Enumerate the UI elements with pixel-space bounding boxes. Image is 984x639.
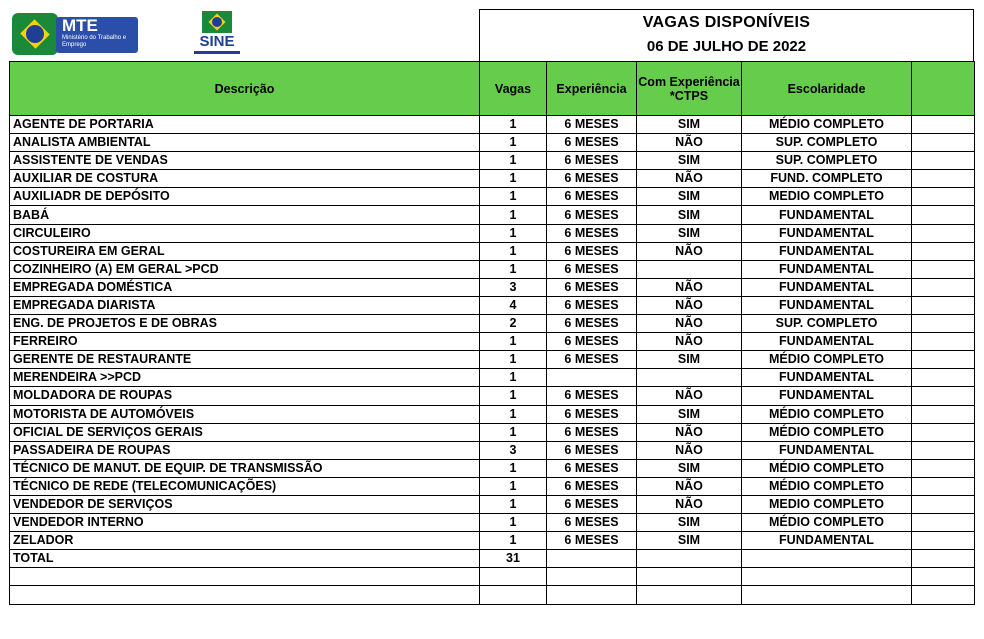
table-row [10, 441, 975, 459]
table-row [10, 369, 975, 387]
page-title: VAGAS DISPONÍVEIS [642, 14, 811, 31]
cell-descricao: ANALISTA AMBIENTAL [10, 134, 480, 152]
cell-escolaridade: MÉDIO COMPLETO [742, 351, 912, 369]
cell-vagas: 1 [480, 188, 547, 206]
cell-empty [912, 568, 975, 586]
cell-blank [912, 278, 975, 296]
cell-experiencia: 6 MESES [547, 315, 637, 333]
table-row [10, 152, 975, 170]
cell-descricao: BABÁ [10, 206, 480, 224]
cell-vagas: 1 [480, 514, 547, 532]
cell-escolaridade: FUNDAMENTAL [742, 441, 912, 459]
cell-vagas: 1 [480, 477, 547, 495]
table-row [10, 134, 975, 152]
cell-descricao: TÉCNICO DE REDE (TELECOMUNICAÇÕES) [10, 477, 480, 495]
cell-vagas: 1 [480, 260, 547, 278]
logos-area [9, 9, 479, 61]
cell-experiencia: 6 MESES [547, 242, 637, 260]
cell-escolaridade: FUND. COMPLETO [742, 170, 912, 188]
cell-blank [912, 423, 975, 441]
col-header-experiencia: Experiência [547, 62, 637, 116]
cell-empty [742, 586, 912, 604]
cell-ctps: SIM [637, 351, 742, 369]
title-box [479, 9, 974, 61]
cell-ctps: SIM [637, 152, 742, 170]
cell-ctps [637, 369, 742, 387]
cell-escolaridade: MÉDIO COMPLETO [742, 423, 912, 441]
cell-vagas: 1 [480, 170, 547, 188]
cell-descricao: MOLDADORA DE ROUPAS [10, 387, 480, 405]
cell-blank [912, 260, 975, 278]
cell-escolaridade: FUNDAMENTAL [742, 260, 912, 278]
cell-empty [637, 550, 742, 568]
cell-ctps: NÃO [637, 296, 742, 314]
cell-blank [912, 315, 975, 333]
cell-empty [742, 568, 912, 586]
cell-empty [547, 586, 637, 604]
cell-blank [912, 134, 975, 152]
cell-vagas: 4 [480, 296, 547, 314]
job-listing-sheet [9, 9, 974, 566]
cell-descricao: VENDEDOR INTERNO [10, 514, 480, 532]
cell-blank [912, 514, 975, 532]
cell-blank [912, 242, 975, 260]
cell-descricao: EMPREGADA DIARISTA [10, 296, 480, 314]
cell-escolaridade: MÉDIO COMPLETO [742, 405, 912, 423]
cell-experiencia: 6 MESES [547, 514, 637, 532]
cell-experiencia: 6 MESES [547, 278, 637, 296]
cell-experiencia: 6 MESES [547, 224, 637, 242]
cell-descricao: CIRCULEIRO [10, 224, 480, 242]
cell-escolaridade: MÉDIO COMPLETO [742, 514, 912, 532]
cell-descricao: COSTUREIRA EM GERAL [10, 242, 480, 260]
vacancies-table [9, 61, 975, 605]
total-row [10, 550, 975, 568]
cell-empty [547, 550, 637, 568]
cell-experiencia: 6 MESES [547, 260, 637, 278]
cell-blank [912, 188, 975, 206]
cell-empty [480, 568, 547, 586]
cell-blank [912, 532, 975, 550]
cell-vagas: 1 [480, 423, 547, 441]
cell-experiencia: 6 MESES [547, 351, 637, 369]
table-row [10, 315, 975, 333]
cell-vagas: 1 [480, 116, 547, 134]
sheet-header [9, 9, 974, 61]
cell-descricao: TÉCNICO DE MANUT. DE EQUIP. DE TRANSMISSÃO [10, 459, 480, 477]
table-row [10, 387, 975, 405]
cell-experiencia: 6 MESES [547, 116, 637, 134]
page-date: 06 DE JULHO DE 2022 [646, 38, 807, 55]
cell-escolaridade: MEDIO COMPLETO [742, 495, 912, 513]
cell-experiencia [547, 369, 637, 387]
cell-empty [10, 568, 480, 586]
cell-descricao: ASSISTENTE DE VENDAS [10, 152, 480, 170]
cell-ctps: NÃO [637, 278, 742, 296]
cell-empty [912, 550, 975, 568]
table-row [10, 224, 975, 242]
sine-logo-name: SINE [199, 33, 235, 50]
cell-empty [10, 586, 480, 604]
cell-ctps: SIM [637, 188, 742, 206]
cell-descricao: AGENTE DE PORTARIA [10, 116, 480, 134]
cell-vagas: 1 [480, 134, 547, 152]
cell-vagas: 1 [480, 459, 547, 477]
cell-experiencia: 6 MESES [547, 188, 637, 206]
mte-logo-name: MTE [62, 16, 98, 35]
cell-vagas: 1 [480, 405, 547, 423]
cell-ctps: NÃO [637, 170, 742, 188]
table-row [10, 477, 975, 495]
cell-escolaridade: FUNDAMENTAL [742, 369, 912, 387]
cell-experiencia: 6 MESES [547, 206, 637, 224]
table-row [10, 333, 975, 351]
col-header-escolaridade: Escolaridade [742, 62, 912, 116]
table-row [10, 423, 975, 441]
cell-vagas: 1 [480, 351, 547, 369]
table-row [10, 116, 975, 134]
cell-vagas: 1 [480, 242, 547, 260]
cell-descricao: OFICIAL DE SERVIÇOS GERAIS [10, 423, 480, 441]
cell-experiencia: 6 MESES [547, 333, 637, 351]
cell-escolaridade: FUNDAMENTAL [742, 242, 912, 260]
cell-empty [547, 568, 637, 586]
cell-escolaridade: SUP. COMPLETO [742, 134, 912, 152]
cell-blank [912, 369, 975, 387]
cell-empty [637, 586, 742, 604]
cell-experiencia: 6 MESES [547, 532, 637, 550]
cell-descricao: FERREIRO [10, 333, 480, 351]
cell-experiencia: 6 MESES [547, 134, 637, 152]
cell-escolaridade: MEDIO COMPLETO [742, 188, 912, 206]
cell-empty [742, 550, 912, 568]
cell-escolaridade: FUNDAMENTAL [742, 387, 912, 405]
table-row [10, 188, 975, 206]
table-row [10, 206, 975, 224]
cell-ctps: SIM [637, 116, 742, 134]
table-row [10, 495, 975, 513]
cell-escolaridade: SUP. COMPLETO [742, 152, 912, 170]
cell-vagas: 1 [480, 152, 547, 170]
cell-ctps: NÃO [637, 387, 742, 405]
cell-ctps: NÃO [637, 423, 742, 441]
col-header-vagas: Vagas [480, 62, 547, 116]
cell-ctps: NÃO [637, 495, 742, 513]
cell-vagas: 1 [480, 206, 547, 224]
table-row [10, 296, 975, 314]
cell-blank [912, 459, 975, 477]
total-value: 31 [480, 550, 547, 568]
mte-logo-label [56, 17, 138, 53]
table-row [10, 405, 975, 423]
cell-vagas: 1 [480, 224, 547, 242]
cell-ctps [637, 260, 742, 278]
empty-row [10, 568, 975, 586]
brazil-flag-icon [202, 11, 232, 33]
cell-experiencia: 6 MESES [547, 296, 637, 314]
cell-empty [637, 568, 742, 586]
cell-escolaridade: FUNDAMENTAL [742, 532, 912, 550]
cell-vagas: 1 [480, 387, 547, 405]
cell-descricao: GERENTE DE RESTAURANTE [10, 351, 480, 369]
cell-descricao: VENDEDOR DE SERVIÇOS [10, 495, 480, 513]
cell-blank [912, 333, 975, 351]
cell-ctps: NÃO [637, 134, 742, 152]
table-row [10, 278, 975, 296]
sine-logo [191, 11, 243, 61]
cell-ctps: NÃO [637, 477, 742, 495]
cell-escolaridade: FUNDAMENTAL [742, 296, 912, 314]
cell-blank [912, 206, 975, 224]
cell-descricao: PASSADEIRA DE ROUPAS [10, 441, 480, 459]
table-row [10, 532, 975, 550]
cell-descricao: AUXILIADR DE DEPÓSITO [10, 188, 480, 206]
cell-ctps: SIM [637, 459, 742, 477]
cell-ctps: NÃO [637, 315, 742, 333]
cell-ctps: NÃO [637, 333, 742, 351]
cell-experiencia: 6 MESES [547, 152, 637, 170]
col-header-descricao: Descrição [10, 62, 480, 116]
cell-vagas: 1 [480, 333, 547, 351]
cell-blank [912, 477, 975, 495]
cell-ctps: SIM [637, 224, 742, 242]
cell-escolaridade: FUNDAMENTAL [742, 206, 912, 224]
cell-escolaridade: FUNDAMENTAL [742, 278, 912, 296]
table-row [10, 351, 975, 369]
cell-experiencia: 6 MESES [547, 441, 637, 459]
cell-experiencia: 6 MESES [547, 423, 637, 441]
total-label: TOTAL [10, 550, 480, 568]
col-header-ctps: Com Experiência *CTPS [637, 62, 742, 116]
empty-row [10, 586, 975, 604]
cell-ctps: NÃO [637, 242, 742, 260]
table-row [10, 260, 975, 278]
cell-descricao: EMPREGADA DOMÉSTICA [10, 278, 480, 296]
cell-escolaridade: MÉDIO COMPLETO [742, 459, 912, 477]
cell-escolaridade: FUNDAMENTAL [742, 224, 912, 242]
cell-ctps: SIM [637, 405, 742, 423]
cell-blank [912, 387, 975, 405]
table-row [10, 514, 975, 532]
cell-blank [912, 495, 975, 513]
cell-experiencia: 6 MESES [547, 405, 637, 423]
cell-vagas: 2 [480, 315, 547, 333]
brazil-flag-icon [12, 13, 58, 55]
cell-vagas: 3 [480, 441, 547, 459]
cell-descricao: ENG. DE PROJETOS E DE OBRAS [10, 315, 480, 333]
table-header-row [10, 62, 975, 116]
cell-blank [912, 296, 975, 314]
cell-experiencia: 6 MESES [547, 387, 637, 405]
mte-logo [12, 13, 138, 55]
mte-logo-subtitle: Ministério do Trabalho e Emprego [62, 35, 127, 48]
cell-vagas: 1 [480, 369, 547, 387]
cell-experiencia: 6 MESES [547, 170, 637, 188]
cell-blank [912, 170, 975, 188]
cell-experiencia: 6 MESES [547, 495, 637, 513]
cell-blank [912, 351, 975, 369]
cell-blank [912, 152, 975, 170]
cell-ctps: SIM [637, 514, 742, 532]
col-header-blank [912, 62, 975, 116]
cell-blank [912, 405, 975, 423]
table-row [10, 242, 975, 260]
cell-descricao: COZINHEIRO (A) EM GERAL >PCD [10, 260, 480, 278]
cell-ctps: NÃO [637, 441, 742, 459]
cell-ctps: SIM [637, 206, 742, 224]
cell-escolaridade: MÉDIO COMPLETO [742, 116, 912, 134]
cell-escolaridade: FUNDAMENTAL [742, 333, 912, 351]
cell-empty [480, 586, 547, 604]
table-body [10, 116, 975, 605]
cell-escolaridade: SUP. COMPLETO [742, 315, 912, 333]
cell-descricao: MOTORISTA DE AUTOMÓVEIS [10, 405, 480, 423]
cell-escolaridade: MÉDIO COMPLETO [742, 477, 912, 495]
cell-vagas: 1 [480, 532, 547, 550]
cell-vagas: 1 [480, 495, 547, 513]
table-row [10, 170, 975, 188]
cell-descricao: MERENDEIRA >>PCD [10, 369, 480, 387]
cell-blank [912, 116, 975, 134]
cell-empty [912, 586, 975, 604]
cell-blank [912, 224, 975, 242]
cell-descricao: AUXILIAR DE COSTURA [10, 170, 480, 188]
cell-experiencia: 6 MESES [547, 459, 637, 477]
cell-blank [912, 441, 975, 459]
cell-experiencia: 6 MESES [547, 477, 637, 495]
cell-descricao: ZELADOR [10, 532, 480, 550]
cell-vagas: 3 [480, 278, 547, 296]
cell-ctps: SIM [637, 532, 742, 550]
table-row [10, 459, 975, 477]
